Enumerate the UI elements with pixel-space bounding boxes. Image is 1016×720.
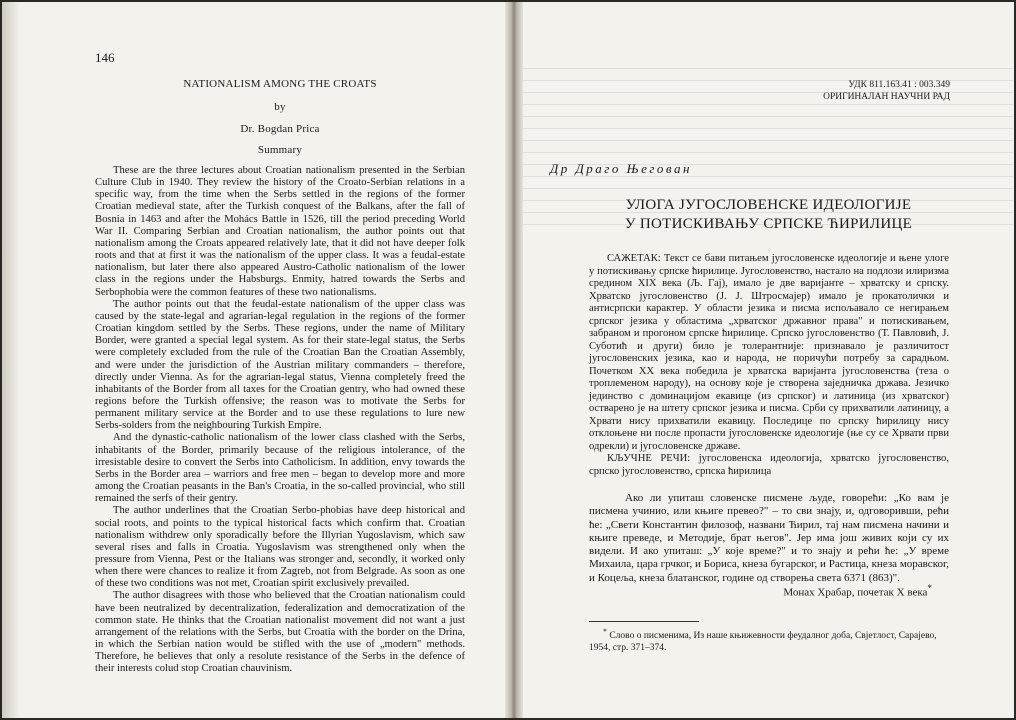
summary-paragraph: And the dynastic-catholic nationalism of the lower class clashed with the Serbs, inhabitants of the Border, primarily because of the religious intolerance, of the irresistable desire to convert the Serbs into Catholicism. In addition, envy towards the Serbs in the Border area – warriors and free men – began to develop more and more among the Croatian peasants in the Ban's Croatia, in the so-called provincial, who still remained the serfs of their gentry. [95, 432, 465, 505]
footnote-rule [589, 621, 699, 622]
book-gutter [505, 2, 523, 718]
article-title-line-2: У ПОТИСКИВАЊУ СРПСКЕ ЋИРИЛИЦЕ [624, 216, 913, 232]
article-title-line-1: УЛОГА ЈУГОСЛОВЕНСКЕ ИДЕОЛОГИЈЕ [625, 197, 912, 213]
book-spread [2, 2, 1014, 718]
keywords: КЉУЧНЕ РЕЧИ: југословенска идеологија, хрватско југословенство, српско југословенство, српска ћирилица [589, 453, 949, 477]
epigraph-source [783, 583, 932, 599]
summary-paragraph: The author points out that the feudal-estate nationalism of the upper class was caused by the state-legal and agrarian-legal regulation in the regions of the former Croatian kingdom settled by the Serbs. These regions, under the name of Military Border, were granted a special legal system. As for their state-legal status, the Serbs were completely excluded from the rule of the Croatian Ban the Croatian Assembly, and were under the jurisdiction of the Austrian military commanders – therefore, directly under Vienna. As for the agrarian-legal status, Vienna completely freed the inhabitants of the Border from all taxes for the Croatian gentry, who had owned these regions before the Turkish offensive; the reason was to motivate the Serbs for permanent military service at the Border and to use these regulations to lure new Serbs-solders from the neighbouring Turkish Empire. [95, 298, 465, 432]
summary-text [95, 165, 465, 676]
summary-heading: Summary [257, 144, 303, 156]
article-author: Др Драго Његован [550, 161, 692, 176]
article-title: NATIONALISM AMONG THE CROATS [183, 78, 377, 90]
summary-paragraph: The author underlines that the Croatian Serbo-phobias have deep historical and social roots, and points to the typical historical facts which confirm that. Croatian nationalism withdrew only sporadically before the Illyrian Yugoslavism, which saw several rises and falls in Croatia. Yugoslavism was strengthened only when the pressure from Vienna, Pest or the Italians was stronger and, secondly, it worked only when there were chances to realize it from Zagreb, not from Belgrade. As soon as one of these two conditions was not met, Croatian spirit exclusively prevailed. [95, 505, 465, 590]
left-page [2, 2, 505, 718]
footnote-text: Слово о писменима, Из наше књижевности феудалног доба, Свјетлост, Сарајево, 1954, стр. 371–374. [589, 631, 937, 654]
abstract [589, 253, 949, 478]
article-type: ОРИГИНАЛАН НАУЧНИ РАД [823, 92, 950, 102]
epigraph-text: Ако ли упиташ словенске писмене људе, говорећи: „Ко вам је писмена учинио, или књиге превео?" – то сви знају, и, одговоривши, рећи ће: „Свети Константин филозоф, названи Ћирил, тај нам писмена начини и књиге преведе, и Методије, брат његов". Јер има још живих који су их видели. И ако упиташ: „У које време?" и то знају и рећи ће: „У време Михаила, цара грчког, и Бориса, кнеза бугарског, и Растица, кнеза моравског, и Коцеља, кнеза блатанског, године од створења света 6371 (863)". [589, 492, 949, 584]
abstract-text: САЖЕТАК: Текст се бави питањем југословенске идеологије и њене улоге у потискивању српске ћирилице. Југословенство, настало на подлози илиризма средином XIX века (Љ. Гај), имало је две варијанте – хрватску и српску. Хрватско југословенство (Ј. Ј. Штросмајер) имало је прокатолички и антисрпски карактер. У области језика и писма испољавало се негирањем српског језика у областима „хрватског државног права" и потискивањем, забраном и прогоном српске ћирилице. Српско југословенство (Т. Павловић, Ј. Суботић и други) било је толерантније: признавало је различитост југословенских језика, као и народа, не поричући потребу за сарадњом. Почетком XX века победила је хрватска варијанта југословенства (теза о троплеменом народу), на основу које је створена заједничка држава. Језичко јединство с доминацијом екавице (из српског) и латиница (из хрватског) остварено је на штету српског језика и писма. Срби су прихватили латиницу, а Хрвати нису прихватили екавицу. Последице по српску ћирилицу нису отклоњене ни после пропасти југословенске идеологије (ње су се Хрвати први одрекли) и југословенске државе. [589, 253, 949, 452]
summary-paragraph: The author disagrees with those who believed that the Croatian nationalism could have been neutralized by decentralization, federalization and democratization of the common state. He thinks that the Croatian nationalist movement did not want a just arrangement of the relations with the Serbs, but Croatia with the border on the Drina, in which the Serbian nation would be stifled with the use of „modern" methods. Therefore, he believes that only a resolute resistance of the Serbs in the defence of their interests colud stop Croatian chauvinism. [95, 590, 465, 675]
epigraph-source-text: Монах Храбар, почетак X века [783, 586, 928, 599]
by-line: by [274, 101, 286, 113]
page-edge-shadow [2, 2, 20, 718]
right-page [523, 2, 1014, 718]
article-author: Dr. Bogdan Prica [240, 123, 320, 135]
udk-classification [823, 79, 950, 103]
footnote-marker: * [603, 627, 607, 636]
epigraph [589, 492, 949, 585]
footnote-marker: * [927, 583, 932, 593]
summary-paragraph: These are the three lectures about Croatian nationalism presented in the Serbian Culture Club in 1940. They review the history of the Croato-Serbian relations in a specific way, from the time when the Serbs settled in the regions of the former Croatian medieval state, after the Turkish conquest of the Balkans, after the fall of Bosnia in 1463 and after the Mohács Battle in 1526, till the period preceding World War II. Comparing Serbian and Croatian nationalism, the author points out that nationalism among the Croats appeared relatively late, that it did not have deeper folk roots and that at first it was the nationalism of the upper class. It was a feudal-estate nationalism, but later there also appeared Austro-Catholic nationalism of the lower class in the regions under the Habsburgs. Enmity, hatred towards the Serbs and Serbophobia were the common features of these two nationalisms. [95, 165, 465, 298]
page-number: 146 [95, 50, 115, 65]
udk-code: УДК 811.163.41 : 003.349 [848, 80, 950, 90]
footnote [589, 626, 949, 654]
